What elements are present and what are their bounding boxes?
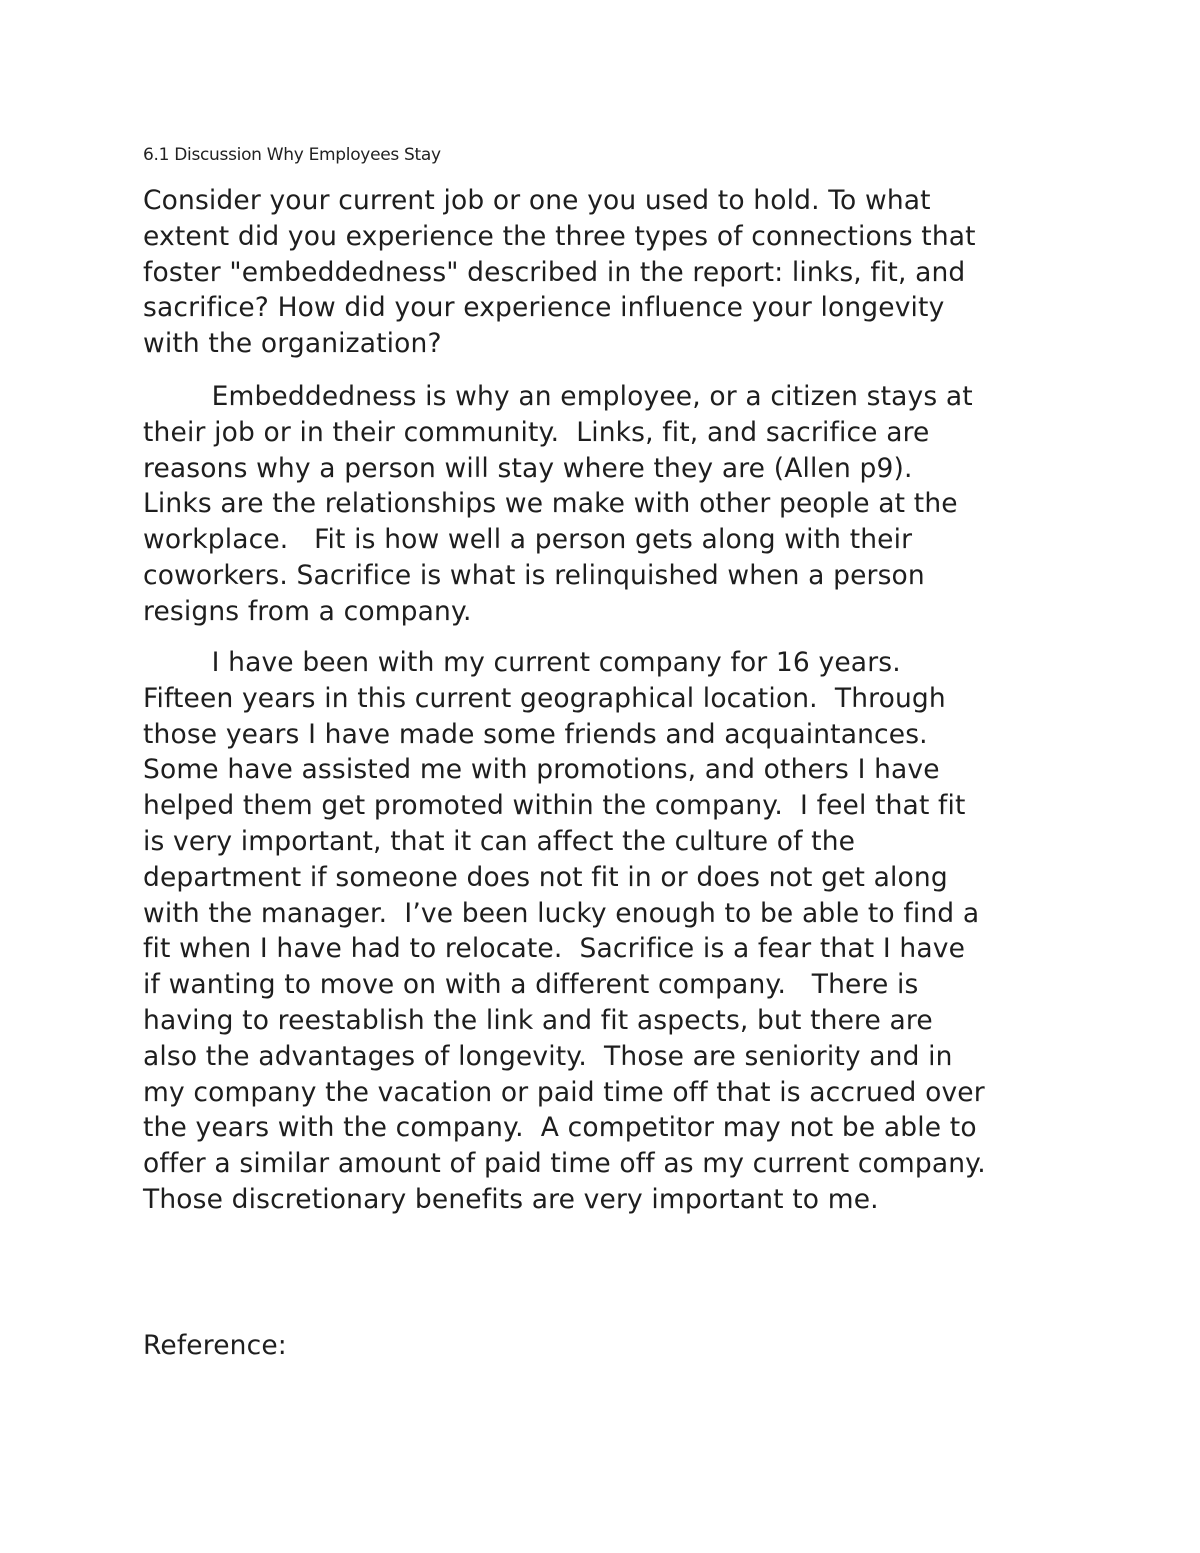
paragraph-line: helped them get promoted within the company. I feel that fit: [143, 790, 966, 822]
paragraph-line: fit when I have had to relocate. Sacrifice is a fear that I have: [143, 933, 966, 965]
question-line: with the organization?: [143, 328, 442, 360]
paragraph-line: having to reestablish the link and fit aspects, but there are: [143, 1004, 933, 1036]
question-line: foster "embeddedness" described in the report: links, fit, and: [143, 256, 966, 288]
paragraph-line: Those discretionary benefits are very important to me.: [143, 1183, 879, 1215]
question-line: sacrifice? How did your experience influence your longevity: [143, 292, 945, 324]
paragraph-line: workplace. Fit is how well a person gets along with their: [143, 524, 913, 556]
question-line: Consider your current job or one you used to hold. To what: [143, 185, 931, 216]
paragraph-line: their job or in their community. Links, fit, and sacrifice are: [143, 416, 930, 448]
paragraph-embeddedness: [143, 379, 1093, 630]
paragraph-line: those years I have made some friends and acquaintances.: [143, 718, 928, 750]
paragraph-personal-experience: [143, 645, 1093, 1218]
paragraph-line: Some have assisted me with promotions, and others I have: [143, 754, 940, 786]
paragraph-line: the years with the company. A competitor may not be able to: [143, 1112, 977, 1144]
paragraph-line: reasons why a person will stay where they are (Allen p9).: [143, 452, 913, 484]
paragraph-line: Embeddedness is why an employee, or a citizen stays at: [143, 381, 973, 412]
paragraph-line: Fifteen years in this current geographical location. Through: [143, 682, 946, 714]
discussion-question: [143, 183, 1093, 362]
paragraph-line: offer a similar amount of paid time off as my current company.: [143, 1148, 986, 1180]
paragraph-line: with the manager. I’ve been lucky enough to be able to find a: [143, 897, 980, 929]
document-heading: 6.1 Discussion Why Employees Stay: [143, 145, 441, 165]
paragraph-line: I have been with my current company for 16 years.: [143, 647, 901, 678]
paragraph-line: is very important, that it can affect the culture of the: [143, 825, 856, 857]
question-line: extent did you experience the three types of connections that: [143, 220, 976, 252]
paragraph-line: also the advantages of longevity. Those are seniority and in: [143, 1040, 953, 1072]
reference-heading: Reference:: [143, 1330, 287, 1361]
paragraph-line: my company the vacation or paid time off that is accrued over: [143, 1076, 985, 1108]
reference-label: [143, 1328, 1093, 1364]
paragraph-line: department if someone does not fit in or does not get along: [143, 861, 948, 893]
paragraph-line: resigns from a company.: [143, 595, 472, 627]
paragraph-line: if wanting to move on with a different company. There is: [143, 969, 919, 1001]
paragraph-line: Links are the relationships we make with other people at the: [143, 488, 958, 520]
paragraph-line: coworkers. Sacrifice is what is relinquished when a person: [143, 559, 925, 591]
